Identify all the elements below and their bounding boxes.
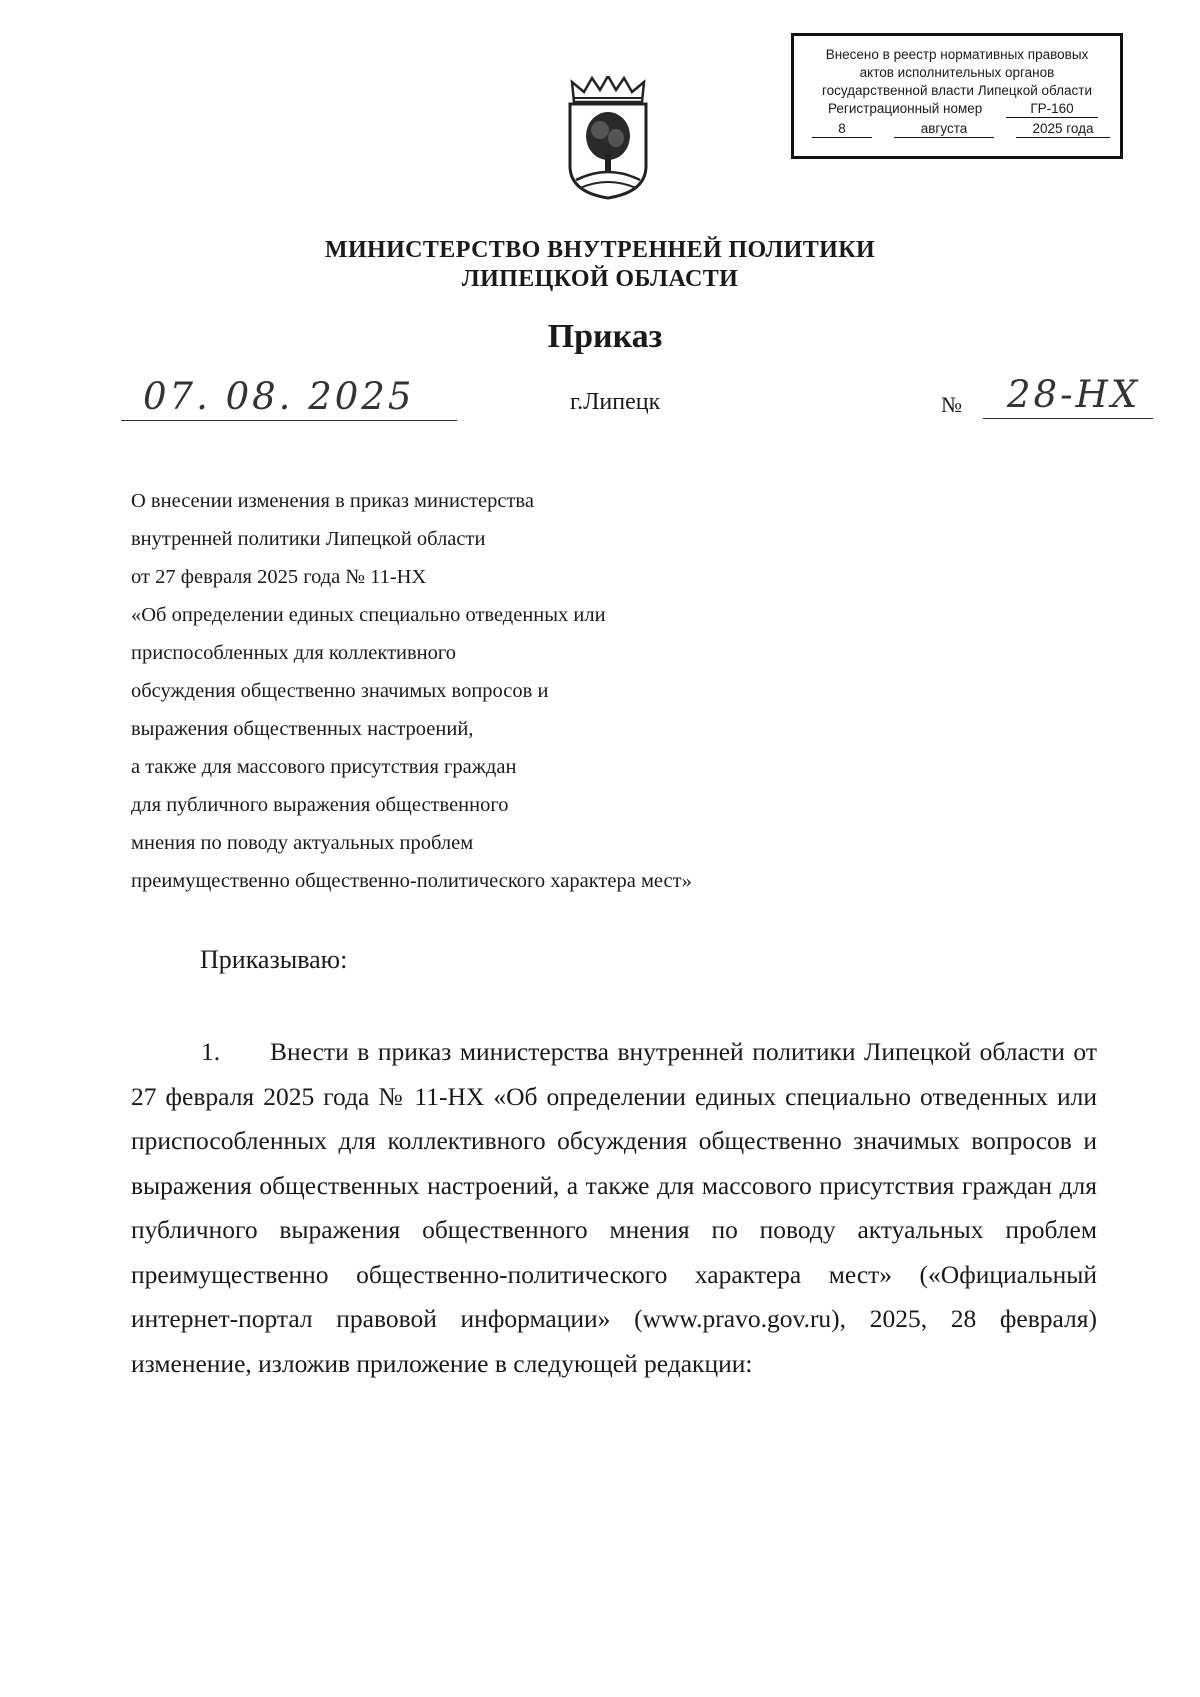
stamp-line-2: актов исполнительных органов [859, 65, 1055, 80]
lipetsk-coat-of-arms-icon [566, 76, 650, 202]
stamp-day: 8 [812, 120, 872, 138]
city-label: г.Липецк [570, 389, 661, 415]
title-line: «Об определении единых специально отведенных или [131, 604, 606, 626]
title-line: а также для массового присутствия граждан [131, 756, 517, 778]
title-line: приспособленных для коллективного [131, 642, 457, 664]
document-type: Приказ [547, 318, 663, 355]
item-1-number: 1. [201, 1037, 221, 1066]
number-sign: № [941, 392, 962, 417]
title-line: мнения по поводу актуальных проблем [131, 832, 474, 854]
title-line: преимущественно общественно-политического характера мест» [131, 870, 692, 892]
order-title [131, 482, 831, 900]
ministry-line-2: ЛИПЕЦКОЙ ОБЛАСТИ [461, 266, 739, 292]
item-1-paragraph [131, 1030, 1097, 1386]
registry-stamp [791, 33, 1123, 159]
stamp-reg-number: ГР-160 [1006, 100, 1098, 118]
stamp-year: 2025 года [1016, 120, 1110, 138]
order-number-handwritten: 28-НХ [1007, 373, 1141, 416]
ministry-name [0, 236, 1200, 294]
order-date-line [121, 375, 457, 421]
title-line: обсуждения общественно значимых вопросов и [131, 680, 549, 702]
order-directive: Приказываю: [200, 945, 348, 974]
title-line: О внесении изменения в приказ министерства [131, 490, 534, 512]
title-line: внутренней политики Липецкой области [131, 528, 486, 550]
stamp-month: августа [894, 120, 994, 138]
stamp-reg-label: Регистрационный номер [828, 101, 983, 116]
order-number-line [983, 373, 1153, 419]
stamp-line-3: государственной власти Липецкой области [821, 83, 1093, 98]
stamp-line-1: Внесено в реестр нормативных правовых [825, 47, 1089, 62]
order-date-handwritten: 07. 08. 2025 [143, 375, 415, 418]
title-line: выражения общественных настроений, [131, 718, 474, 740]
title-line: от 27 февраля 2025 года № 11-НХ [131, 566, 427, 588]
title-line: для публичного выражения общественного [131, 794, 509, 816]
ministry-line-1: МИНИСТЕРСТВО ВНУТРЕННЕЙ ПОЛИТИКИ [324, 237, 876, 263]
item-1-text: Внести в приказ министерства внутренней политики Липецкой области от 27 февраля 2025 года № 11-НХ «Об определении единых специально отведенных или приспособленных для коллективного обсуждения общественно значимых вопросов и выражения общественных настроений, а также для массового присутствия граждан для публичного выражения общественного мнения по поводу актуальных проблем преимущественно общественно-политического характера мест» («Официальный интернет-портал правовой информации» (www.pravo.gov.ru), 2025, 28 февраля) изменение, изложив приложение в следующей редакции: [131, 1037, 1097, 1378]
